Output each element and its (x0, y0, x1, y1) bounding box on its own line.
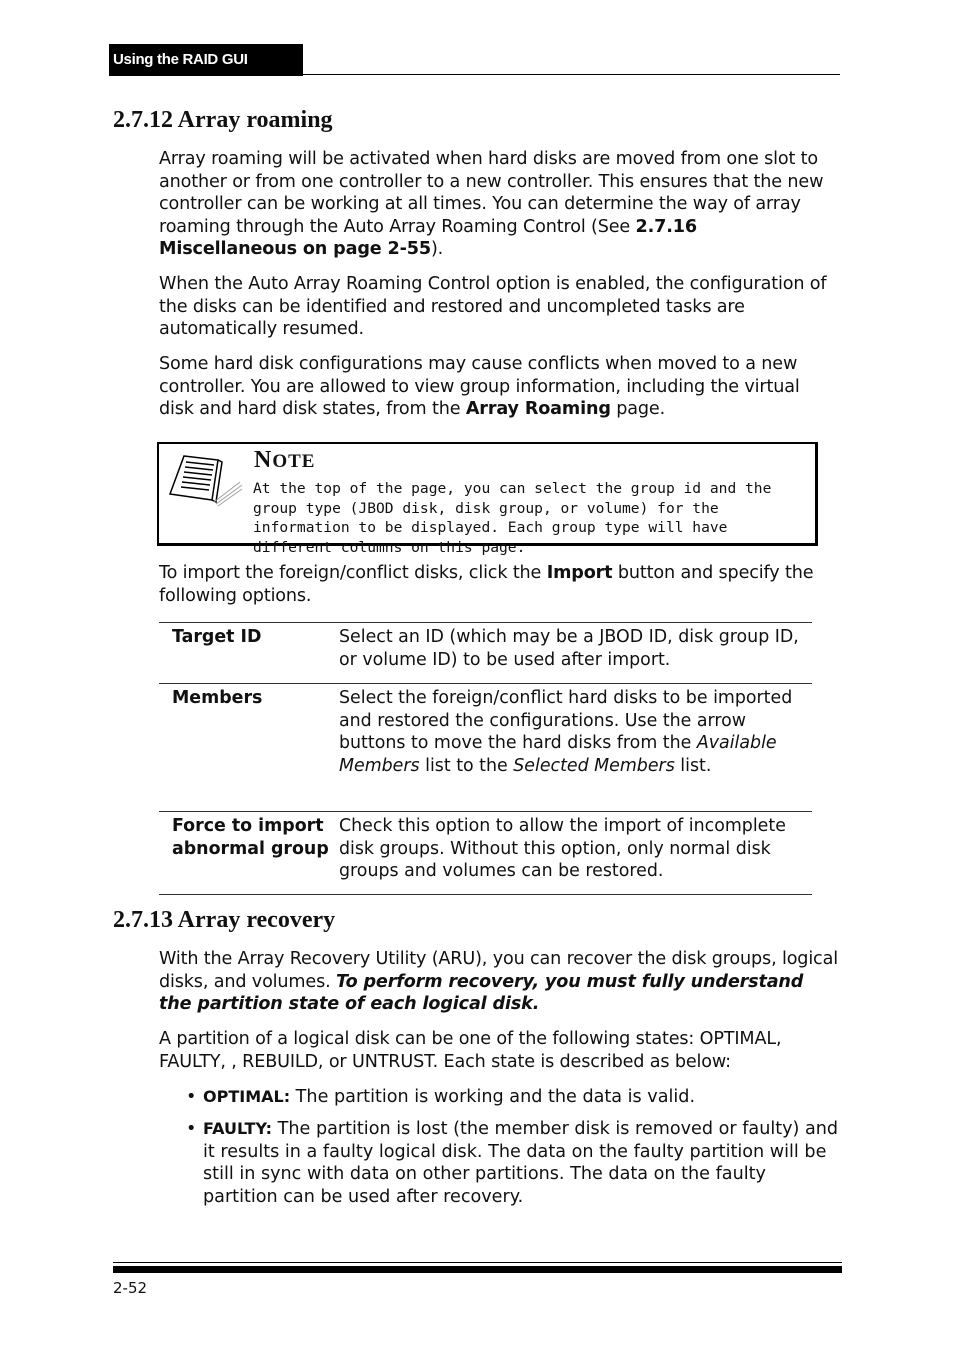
text: Array roaming will be activated when hard disks are moved from one slot to another or from one controller to a new controller. This ensures that the new controller can be working at all times. You can determine the way of array roaming through the Auto Array Roaming Control (See (159, 149, 824, 237)
list-item-optimal (186, 1086, 841, 1110)
header-rule (303, 74, 840, 75)
table-desc-target-id: Select an ID (which may be a JBOD ID, disk group ID, or volume ID) to be used after import. (339, 627, 799, 670)
footer-rule-thick (113, 1266, 842, 1273)
note-title-initial: N (254, 447, 273, 473)
text: Some hard disk configurations may cause conflicts when moved to a new controller. You are allowed to view group information, including the virtual disk and hard disk states, from the (159, 354, 800, 419)
table-desc-members (339, 687, 809, 777)
paragraph-recovery-intro (159, 948, 839, 1016)
state-label: OPTIMAL: (203, 1087, 291, 1106)
text: Select the foreign/conflict hard disks to be imported and restored the configurations. Use the arrow buttons to move the hard disks from the (339, 688, 793, 753)
note-text: At the top of the page, you can select the group id and the group type (JBOD disk, disk group, or volume) for the information to be displayed. Each group type will have different columns on this page. (253, 480, 772, 556)
bold-italic-warning: To perform recovery, you must fully understand the partition state of each logical disk. (159, 971, 804, 1014)
bullet-icon: • (186, 1119, 197, 1139)
table-rule (159, 811, 812, 812)
section-title-array-roaming: 2.7.12 Array roaming (113, 107, 333, 133)
section-title-array-recovery: 2.7.13 Array recovery (113, 907, 336, 933)
paragraph-roaming-enabled: When the Auto Array Roaming Control option is enabled, the configuration of the disks can be identified and restored and uncompleted tasks are automatically resumed. (159, 274, 827, 339)
table-term-force-import: Force to import abnormal group (172, 816, 329, 859)
note-paper-icon (166, 452, 244, 510)
paragraph-roaming-conflicts (159, 353, 839, 421)
italic-term: Available Members (339, 733, 777, 776)
paragraph-roaming-intro (159, 148, 839, 261)
text: button and specify the following options. (159, 563, 814, 606)
table-term-members: Members (172, 688, 263, 708)
text: With the Array Recovery Utility (ARU), you can recover the disk groups, logical disks, and volumes. (159, 949, 838, 992)
bullet-icon: • (186, 1087, 197, 1107)
table-rule (159, 894, 812, 895)
cross-reference: 2.7.16 Miscellaneous on page 2-55 (159, 216, 697, 259)
text: list to the (419, 755, 514, 776)
text: list. (674, 755, 712, 776)
text: The partition is working and the data is valid. (290, 1087, 696, 1107)
page-number: 2-52 (113, 1279, 148, 1297)
table-desc-force-import: Check this option to allow the import of incomplete disk groups. Without this option, only normal disk groups and volumes can be restored. (339, 816, 786, 881)
note-title (254, 447, 315, 474)
table-rule (159, 683, 812, 684)
bold-term: Import (546, 563, 613, 583)
text: To import the foreign/conflict disks, click the (159, 563, 547, 583)
table-rule (159, 622, 812, 623)
bullet-text (203, 1118, 839, 1208)
paragraph-import-intro (159, 562, 839, 607)
header-section-tab: Using the RAID GUI (109, 44, 303, 76)
text: page. (610, 399, 666, 419)
state-label: FAULTY: (203, 1119, 273, 1138)
bold-term: Array Roaming (465, 399, 611, 419)
bullet-text (203, 1086, 839, 1109)
note-title-rest: OTE (272, 451, 316, 472)
table-term-target-id: Target ID (172, 627, 262, 647)
footer-rule-thin (113, 1262, 842, 1263)
text: The partition is lost (the member disk is removed or faulty) and it results in a faulty logical disk. The data on the faulty partition will be still in sync with data on other partitions. The data on the faulty partition can be used after recovery. (203, 1119, 839, 1207)
text: ). (430, 239, 444, 259)
paragraph-partition-states: A partition of a logical disk can be one of the following states: OPTIMAL, FAULTY, , REBUILD, or UNTRUST. Each state is described as below: (159, 1029, 782, 1072)
italic-term: Selected Members (513, 755, 675, 776)
list-item-faulty (186, 1118, 841, 1210)
